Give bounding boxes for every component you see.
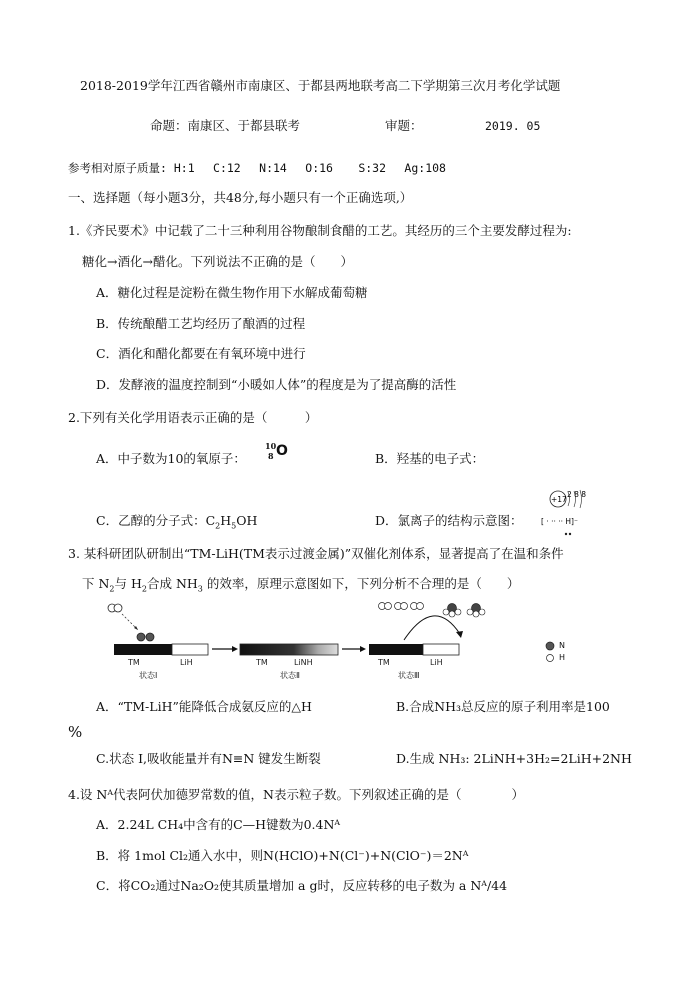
q3-option-c: C.状态 I,吸收能量并有N≡N 键发生断裂 [96, 751, 321, 766]
catalysis-mechanism-figure [104, 600, 534, 690]
q3-stem-mid: 与 H [114, 576, 142, 591]
legend-n: N [559, 641, 565, 650]
q2-c-h: H [220, 513, 232, 528]
q1-option-b: B．传统酿醋工艺均经历了酿酒的过程 [96, 316, 306, 331]
q3-stem-line2: 下 $N_2$与 $H_2$合成 $NH_3$ 的效率，原理示意图如下，下列分析不合理的是（ ） [82, 576, 520, 594]
nucleus-charge: +17 [551, 495, 567, 504]
q2-option-b: B．羟基的电子式： [375, 451, 485, 466]
q1-option-c: C．酒化和醋化都要在有氧环境中进行 [96, 346, 306, 361]
q3-stem-pre: 下 N [82, 576, 110, 591]
fig-state-1: 状态Ⅰ [139, 671, 158, 680]
atomic-number: 8 [268, 451, 274, 461]
fig-linh: LiNH [294, 658, 313, 667]
exam-date: 2019. 05 [485, 119, 541, 133]
reviewer-line: 审题： [385, 118, 423, 133]
fig-lih-1: LiH [180, 658, 193, 667]
chloride-ion-diagram [536, 484, 626, 540]
q3-stem-post: 的效率，原理示意图如下，下列分析不合理的是（ ） [202, 576, 520, 591]
lewis-bracket: [ · ·· ·· H]⁻ [541, 517, 578, 526]
figure-legend [545, 640, 595, 668]
q2-stem: 2.下列有关化学用语表示正确的是（ ） [68, 410, 318, 425]
fig-tm-2: TM [256, 658, 268, 667]
oxygen-isotope-symbol [265, 441, 299, 465]
fig-lih-3: LiH [430, 658, 443, 667]
q2-c-prefix: C．乙醇的分子式：C [96, 513, 216, 528]
q4-option-a: A．2.24L CH₄中含有的C—H键数为0.4Nᴬ [96, 817, 341, 832]
fig-tm-1: TM [128, 658, 140, 667]
page-title: 2018-2019学年江西省赣州市南康区、于都县两地联考高二下学期第三次月考化学试题 [80, 78, 561, 93]
q3-option-b: B.合成NH₃总反应的原子利用率是100 [396, 699, 610, 714]
q3-option-a: A．“TM-LiH”能降低合成氨反应的△H [96, 699, 312, 714]
mass-number: 10 [265, 441, 277, 451]
setter-line: 命题：南康区、于都县联考 [150, 118, 301, 133]
q3-stem-line1: 3. 某科研团队研制出“TM-LiH(TM表示过渡金属)”双催化剂体系，显著提高了在温和条件 [68, 546, 564, 561]
q3-option-b-continued: % [68, 723, 83, 741]
q2-c-sub1: 2 [215, 521, 221, 531]
q4-stem: 4.设 Nᴬ代表阿伏加德罗常数的值，N表示粒子数。下列叙述正确的是（ ） [68, 787, 524, 802]
q2-c-sub2: 5 [231, 521, 237, 531]
q1-option-d: D．发酵液的温度控制到“小暖如人体”的程度是为了提高酶的活性 [96, 377, 457, 392]
q3-stem-mid2: 合成 NH [146, 576, 198, 591]
q1-stem-line2: 糖化→酒化→醋化。下列说法不正确的是（ ） [82, 254, 353, 269]
q2-option-c [96, 512, 257, 530]
q4-option-b: B．将 1mol Cl₂通入水中，则N(HClO)+N(Cl⁻)+N(ClO⁻)＝2Nᴬ [96, 848, 469, 863]
fig-state-2: 状态Ⅱ [280, 671, 300, 680]
q1-stem-line1: 1.《齐民要术》中记载了二十三种利用谷物酿制食醋的工艺。其经历的三个主要发酵过程为: [68, 223, 572, 238]
fig-tm-3: TM [378, 658, 390, 667]
q2-option-d: D．氯离子的结构示意图： [375, 513, 523, 528]
q2-option-a: A．中子数为10的氧原子： [96, 451, 246, 466]
fig-state-3: 状态Ⅲ [398, 671, 420, 680]
element-symbol: O [276, 443, 288, 459]
atomic-mass-line: 参考相对原子质量: H:1 C:12 N:14 O:16 S:32 Ag:108 [68, 161, 446, 175]
legend-h: H [559, 653, 566, 662]
q4-option-c: C．将CO₂通过Na₂O₂使其质量增加 a g时，反应转移的电子数为 a Nᴬ/44 [96, 878, 508, 893]
q1-option-a: A．糖化过程是淀粉在微生物作用下水解成葡萄糖 [96, 285, 368, 300]
electron-shells: 2 8 8 [567, 490, 587, 499]
q3-option-d: D.生成 NH₃: 2LiNH+3H₂=2LiH+2NH [396, 751, 632, 766]
q2-c-oh: OH [236, 513, 258, 528]
section-heading: 一、选择题（每小题3分，共48分,每小题只有一个正确选项,） [68, 190, 413, 205]
